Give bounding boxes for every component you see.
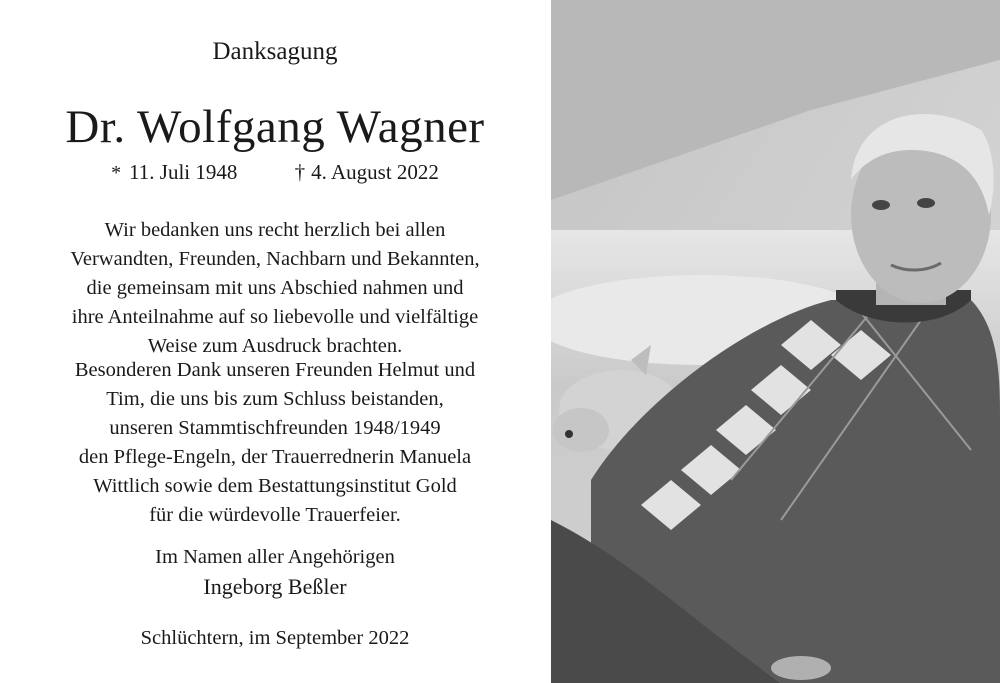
paragraph-line: den Pflege-Engeln, der Trauerrednerin Manuela	[78, 446, 472, 468]
heading: Danksagung	[212, 38, 338, 65]
paragraph-line: Tim, die uns bis zum Schluss beistanden,	[106, 388, 444, 410]
paragraph-line: Verwandten, Freunden, Nachbarn und Bekannten,	[70, 248, 480, 270]
signature-name: Ingeborg Beßler	[203, 574, 347, 599]
birth-star-icon: *	[111, 162, 122, 184]
portrait-photo	[551, 0, 1000, 683]
paragraph-line: die gemeinsam mit uns Abschied nahmen und	[86, 277, 464, 299]
life-dates	[0, 160, 550, 185]
special-thanks-paragraph	[20, 356, 530, 530]
paragraph-line: Wittlich sowie dem Bestattungsinstitut Gold	[93, 475, 457, 497]
paragraph-line: unseren Stammtischfreunden 1948/1949	[109, 417, 441, 439]
birth-date	[111, 160, 237, 185]
paragraph-line: für die würdevolle Trauerfeier.	[149, 504, 401, 526]
birth-date-text: 11. Juli 1948	[129, 160, 238, 184]
death-cross-icon: †	[294, 160, 306, 184]
paragraph-line: ihre Anteilnahme auf so liebevolle und vielfältige	[71, 306, 479, 328]
paragraph-line: Weise zum Ausdruck brachten.	[147, 335, 403, 357]
thanks-paragraph	[20, 216, 530, 361]
signature-intro: Im Namen aller Angehörigen	[155, 546, 395, 568]
deceased-name: Dr. Wolfgang Wagner	[65, 101, 485, 153]
paragraph-line: Besonderen Dank unseren Freunden Helmut und	[74, 359, 476, 381]
portrait-photo-icon	[551, 0, 1000, 683]
paragraph-line: Wir bedanken uns recht herzlich bei allen	[104, 219, 446, 241]
death-date-text: 4. August 2022	[311, 160, 439, 184]
death-date	[295, 160, 439, 184]
place-date: Schlüchtern, im September 2022	[140, 627, 410, 649]
